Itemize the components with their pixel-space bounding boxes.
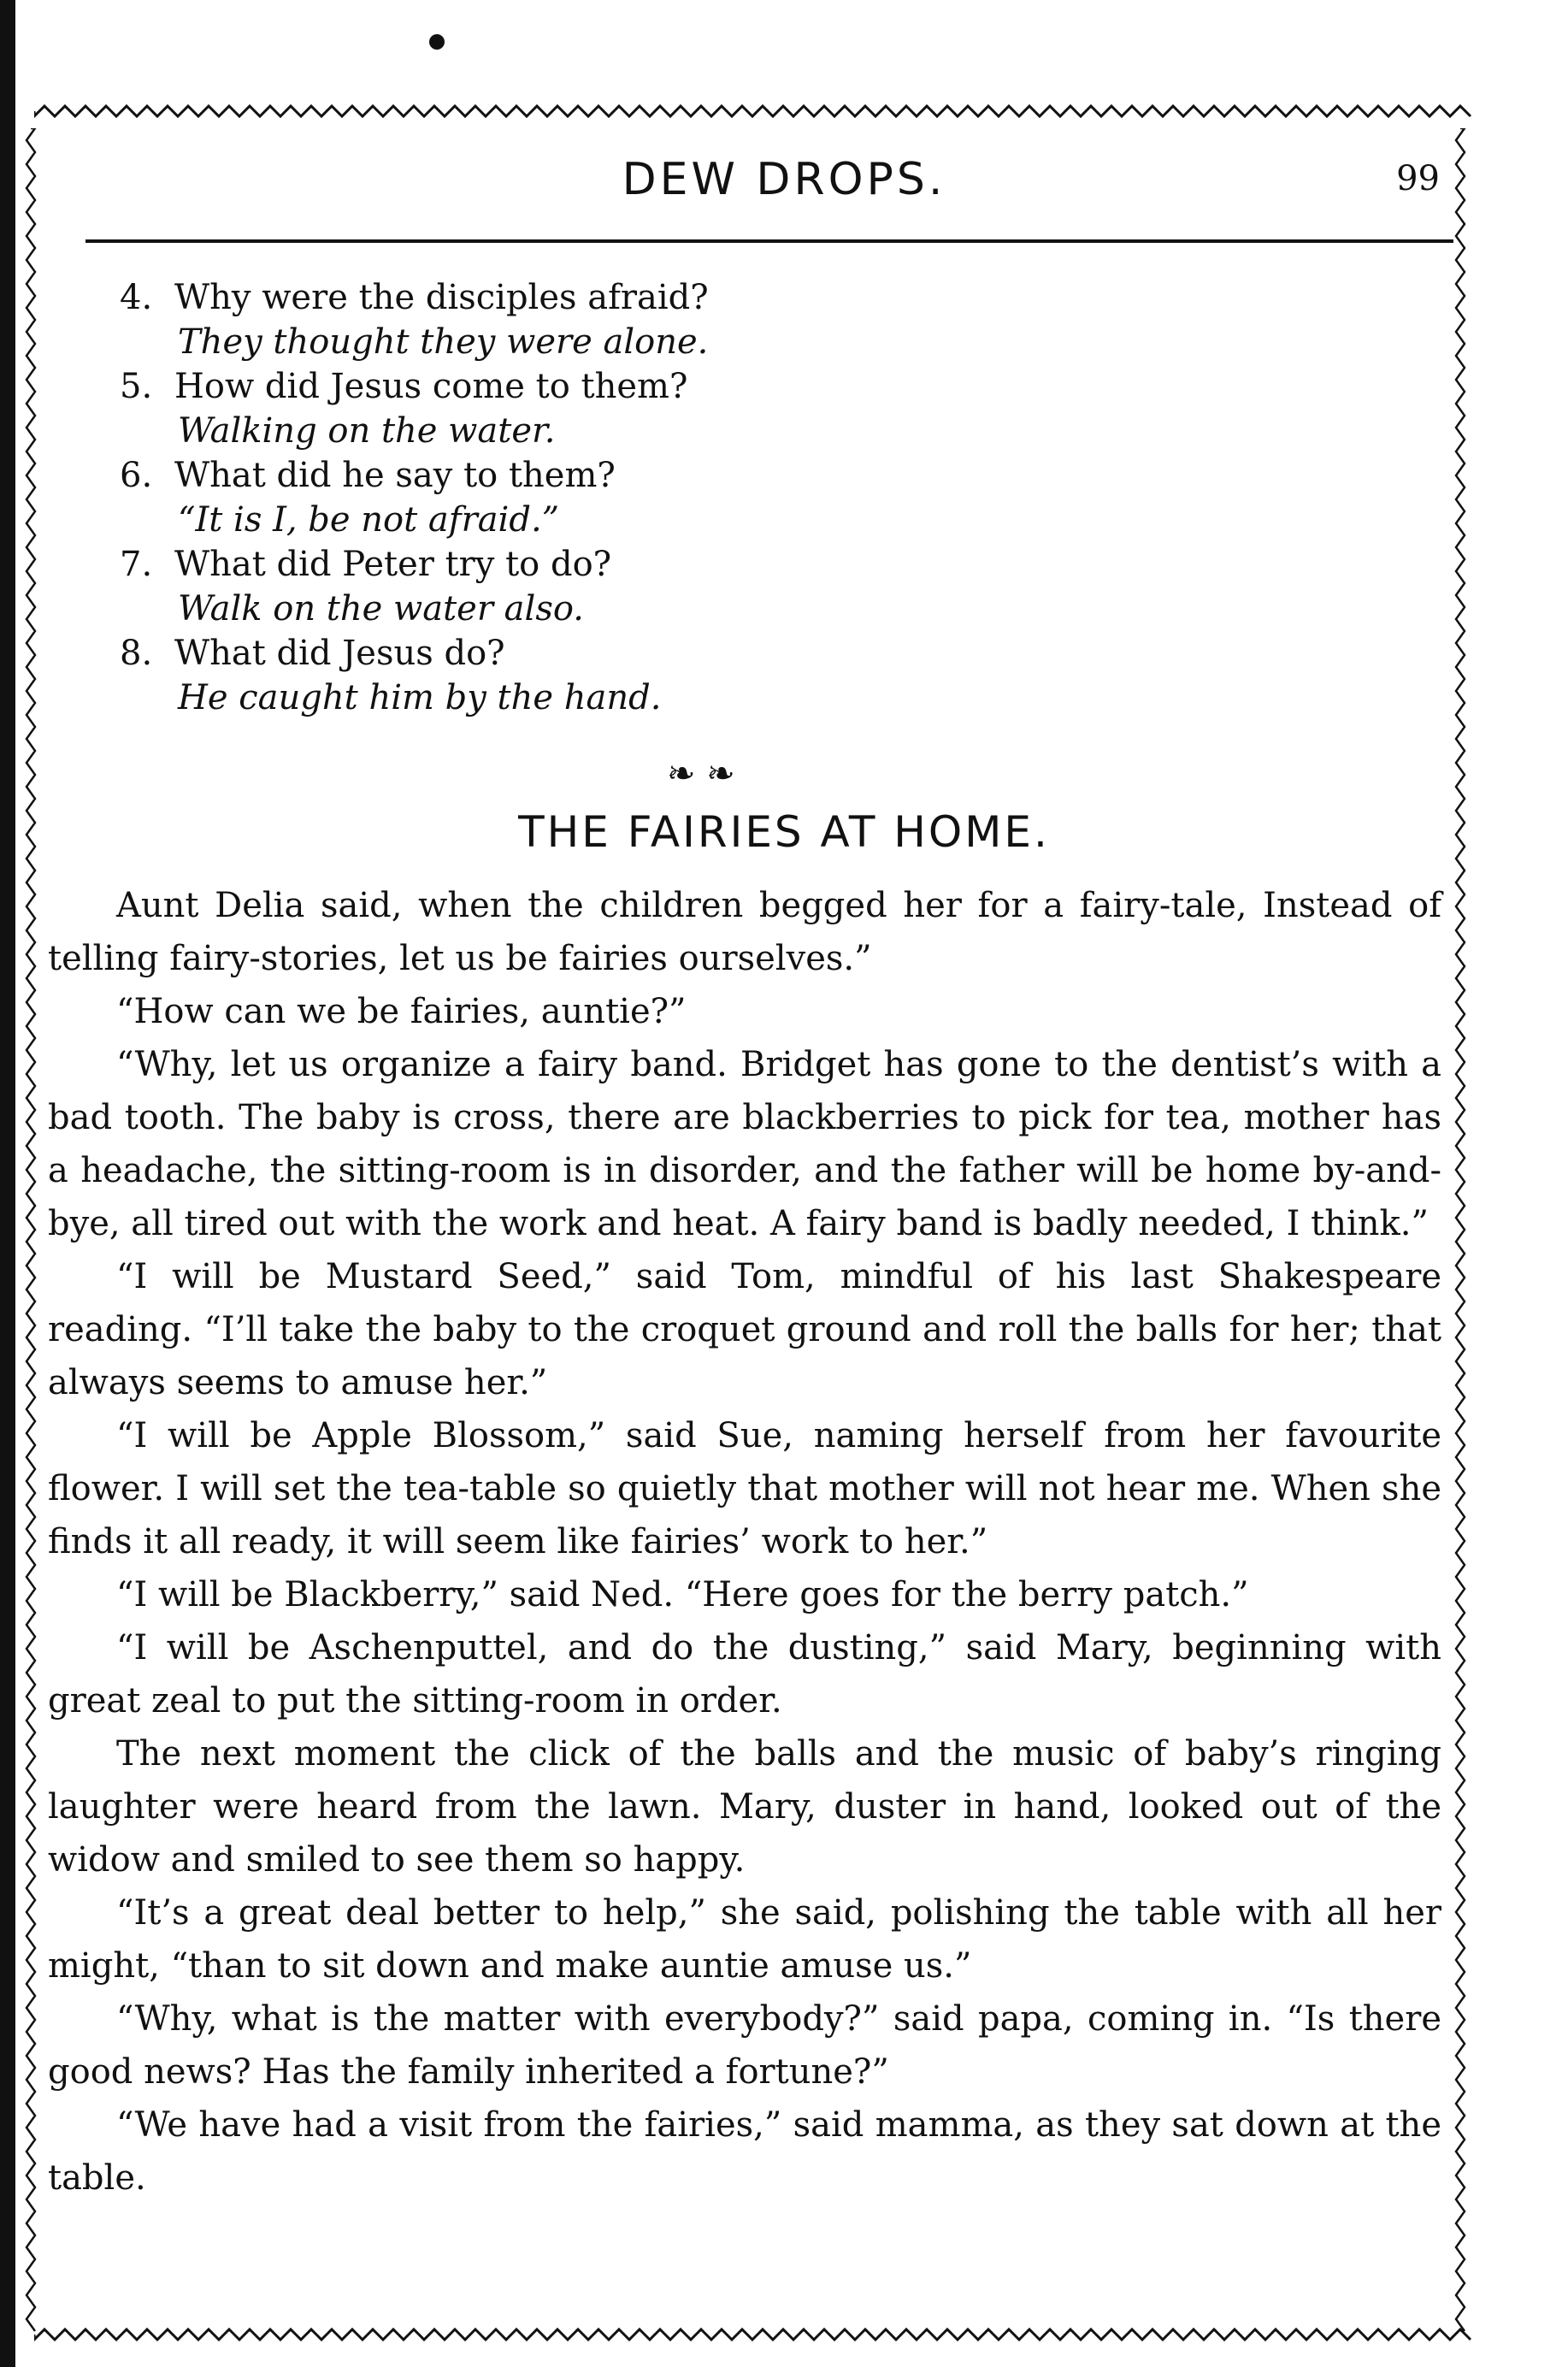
border-left (21, 128, 41, 2335)
qa-item (120, 542, 1402, 631)
story-title: THE FAIRIES AT HOME. (518, 807, 1050, 857)
qa-item (120, 453, 1402, 542)
qa-item (120, 275, 1402, 364)
border-top (34, 101, 1479, 121)
qa-item (120, 631, 1402, 720)
catechism-list (120, 275, 1402, 720)
page-number: 99 (1396, 159, 1440, 198)
story-paragraph: “Why, let us organize a fairy band. Bridget has gone to the dentist’s with a bad tooth. The baby is cross, there are blackberries to pick for tea, mother has a headache, the sitting-room is in disorder, and the father will be home by-and-bye, all tired out with the work and heat. A fairy band is badly needed, I think.” (48, 1045, 1441, 1243)
answer: They thought they were alone. (178, 322, 709, 362)
story-paragraph: “It’s a great deal better to help,” she said, polishing the table with all her might, “than to sit down and make auntie amuse us.” (48, 1893, 1441, 1986)
story-paragraph: “I will be Mustard Seed,” said Tom, mindful of his last Shakespeare reading. “I’ll take the baby to the croquet ground and roll the balls for her; that always seems to amuse her.” (48, 1257, 1441, 1402)
answer: Walking on the water. (178, 411, 556, 451)
ink-dot (429, 34, 445, 50)
story-paragraph: The next moment the click of the balls and the music of baby’s ringing laughter were heard from the lawn. Mary, duster in hand, looked out of the widow and smiled to see them so happy. (48, 1734, 1441, 1880)
question-text: What did Peter try to do? (174, 545, 612, 584)
border-right (1450, 128, 1471, 2335)
story-paragraph: “We have had a visit from the fairies,” said mamma, as they sat down at the table. (48, 2105, 1441, 2198)
question-text: Why were the disciples afraid? (174, 278, 709, 317)
page-header (0, 154, 1568, 222)
question-number: 4. (120, 278, 153, 317)
question-text: How did Jesus come to them? (174, 367, 688, 406)
story-paragraph: “I will be Aschenputtel, and do the dusting,” said Mary, beginning with great zeal to put the sitting-room in order. (48, 1628, 1441, 1721)
story-paragraph: “How can we be fairies, auntie?” (116, 992, 687, 1031)
question-number: 5. (120, 367, 153, 406)
story-paragraph: “I will be Apple Blossom,” said Sue, naming herself from her favourite flower. I will set the tea-table so quietly that mother will not hear me. When she finds it all ready, it will seem like fairies’ work to her.” (48, 1416, 1441, 1561)
question (120, 453, 1402, 498)
qa-item (120, 364, 1402, 453)
story-body (48, 879, 1441, 2205)
answer: “It is I, be not afraid.” (178, 500, 560, 540)
binding-edge (0, 0, 15, 2367)
question-number: 6. (120, 456, 153, 495)
answer: He caught him by the hand. (178, 678, 662, 717)
section-ornament: ❧ ❧ (667, 754, 735, 794)
answer: Walk on the water also. (178, 589, 584, 629)
question (120, 631, 1402, 676)
running-title: DEW DROPS. (622, 154, 946, 205)
story-paragraph: Aunt Delia said, when the children begged her for a fairy-tale, Instead of telling fairy-stories, let us be fairies ourselves.” (48, 886, 1441, 978)
border-bottom (34, 2324, 1479, 2345)
header-rule (85, 239, 1453, 243)
story-paragraph: “I will be Blackberry,” said Ned. “Here goes for the berry patch.” (116, 1575, 1249, 1614)
question (120, 364, 1402, 409)
question-number: 7. (120, 545, 153, 584)
question-text: What did he say to them? (174, 456, 616, 495)
story-paragraph: “Why, what is the matter with everybody?” said papa, coming in. “Is there good news? Has the family inherited a fortune?” (48, 1999, 1441, 2092)
question-number: 8. (120, 634, 153, 673)
question-text: What did Jesus do? (174, 634, 505, 673)
question (120, 275, 1402, 320)
question (120, 542, 1402, 587)
